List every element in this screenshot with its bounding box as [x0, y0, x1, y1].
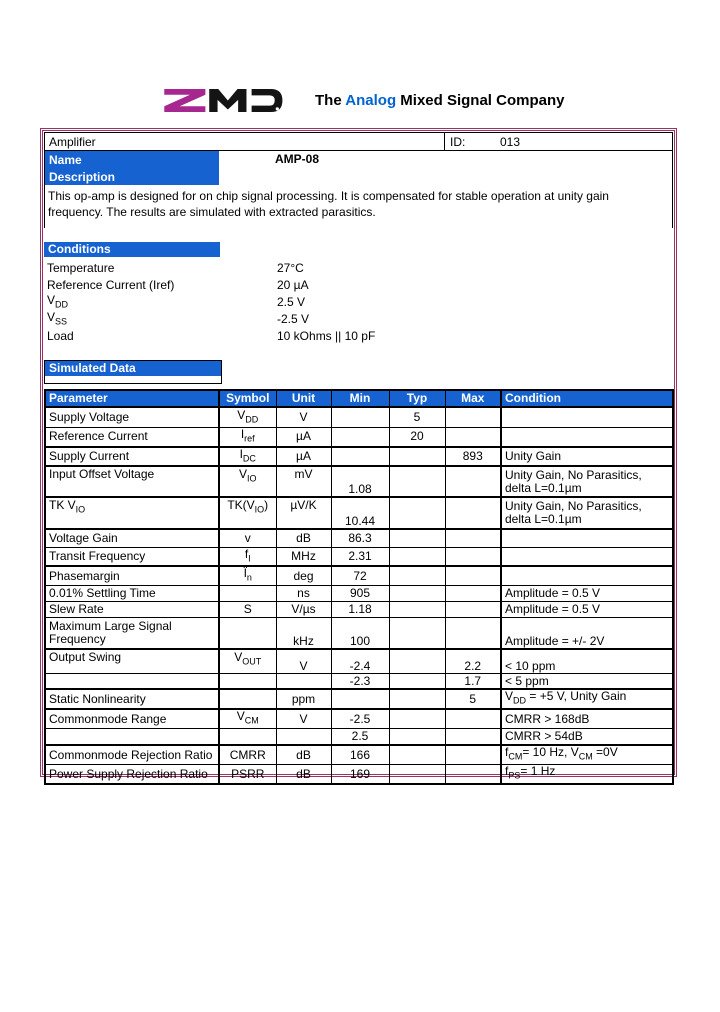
cell-max [445, 497, 501, 529]
cell-unit [276, 673, 331, 689]
name-description-header [45, 151, 219, 185]
table-row [45, 649, 673, 673]
cell-symbol: PSRR [219, 765, 276, 784]
cell-symbol: $TK(V_{IO})$ [219, 497, 276, 529]
description-text: This op-amp is designed for on chip signal processing. It is compensated for stable operation at unity gain frequency. The results are simulated with extracted parasitics. [48, 189, 609, 219]
cell-min: 166 [331, 745, 389, 765]
cell-max [445, 466, 501, 497]
logo [163, 85, 285, 116]
cell-unit: µA [276, 447, 331, 466]
condition-row [44, 293, 673, 310]
cell-symbol: $I_{DC}$ [219, 447, 276, 466]
column-header-min: Min [331, 390, 389, 407]
document-frame [40, 128, 677, 781]
cell-symbol: CMRR [219, 745, 276, 765]
cell-unit: deg [276, 566, 331, 585]
condition-value: 20 µA [277, 277, 309, 292]
header-row [45, 133, 672, 151]
cell-max [445, 585, 501, 601]
condition-value: -2.5 V [277, 311, 310, 326]
condition-row [44, 327, 673, 344]
cell-max [445, 709, 501, 729]
condition-label: $V_{SS}$ [47, 310, 68, 327]
column-header-typ: Typ [389, 390, 445, 407]
cell-unit: dB [276, 529, 331, 547]
cell-symbol [219, 585, 276, 601]
column-header-max: Max [445, 390, 501, 407]
cell-cond: $V_{DD} = +5$ V, Unity Gain [501, 689, 673, 708]
cell-unit: V/µs [276, 601, 331, 617]
simulated-data-spacer [45, 376, 221, 383]
cell-symbol: v [219, 529, 276, 547]
description-header: Description [49, 169, 116, 184]
zmd-logo-icon [163, 85, 285, 116]
cell-symbol [219, 729, 276, 745]
header-box [44, 132, 673, 228]
cell-typ [389, 745, 445, 765]
cell-max [445, 547, 501, 566]
cell-max [445, 566, 501, 585]
cell-param: Supply Current [45, 447, 219, 466]
cell-param: Reference Current [45, 427, 219, 447]
cell-unit: ns [276, 585, 331, 601]
cell-cond: CMRR > 54dB [501, 729, 673, 745]
cell-param: Slew Rate [45, 601, 219, 617]
name-header: Name [49, 152, 82, 167]
cell-min [331, 689, 389, 708]
cell-min: -2.4 [331, 649, 389, 673]
cell-cond [501, 566, 673, 585]
tagline [315, 92, 565, 109]
cell-cond [501, 407, 673, 427]
cell-min: -2.5 [331, 709, 389, 729]
cell-param [45, 673, 219, 689]
cell-param: 0.01% Settling Time [45, 585, 219, 601]
cell-max [445, 729, 501, 745]
table-body [45, 407, 673, 784]
cell-min: 1.18 [331, 601, 389, 617]
cell-typ [389, 566, 445, 585]
condition-value: 2.5 V [277, 294, 306, 309]
cell-unit: mV [276, 466, 331, 497]
cell-unit: µV/K [276, 497, 331, 529]
cell-typ: 20 [389, 427, 445, 447]
simulated-data-box [44, 360, 222, 384]
logo-m [209, 89, 246, 112]
cell-max [445, 407, 501, 427]
cell-cond [501, 427, 673, 447]
cell-min: 100 [331, 617, 389, 649]
table-row [45, 617, 673, 649]
cell-max: 1.7 [445, 673, 501, 689]
cell-max [445, 765, 501, 784]
cell-cond: Amplitude = 0.5 V [501, 601, 673, 617]
cell-unit: V [276, 407, 331, 427]
cell-unit: µA [276, 427, 331, 447]
cell-min: 86.3 [331, 529, 389, 547]
cell-unit: ppm [276, 689, 331, 708]
cell-unit: dB [276, 765, 331, 784]
name-description-block [45, 151, 672, 185]
cell-cond: $f_{CM}= 10$ Hz, $V_{CM} =0V$ [501, 745, 673, 765]
condition-label: $V_{DD}$ [47, 293, 69, 310]
cell-param: Commonmode Range [45, 709, 219, 729]
table-row [45, 547, 673, 566]
cell-symbol [219, 673, 276, 689]
id-value: 013 [500, 134, 521, 149]
cell-typ [389, 765, 445, 784]
simulated-data-header: Simulated Data [45, 361, 221, 376]
tagline-pre: The [315, 92, 346, 109]
amplifier-label: Amplifier [45, 133, 445, 150]
cell-typ [389, 649, 445, 673]
cell-param: Supply Voltage [45, 407, 219, 427]
cell-cond: Amplitude = 0.5 V [501, 585, 673, 601]
cell-min: 2.5 [331, 729, 389, 745]
cell-typ [389, 617, 445, 649]
cell-typ [389, 729, 445, 745]
cell-typ [389, 689, 445, 708]
table-header-row [45, 390, 673, 407]
cell-min [331, 407, 389, 427]
id-label: ID: [450, 134, 466, 149]
cell-cond: Unity Gain, No Parasitics, delta L=0.1µm [501, 497, 673, 529]
cell-min [331, 447, 389, 466]
cell-cond: Unity Gain [501, 447, 673, 466]
condition-label: Temperature [47, 260, 115, 275]
cell-min: 169 [331, 765, 389, 784]
column-header-condition: Condition [501, 390, 673, 407]
cell-typ: 5 [389, 407, 445, 427]
cell-max [445, 601, 501, 617]
table-row [45, 689, 673, 708]
cell-min: 2.31 [331, 547, 389, 566]
cell-cond: Unity Gain, No Parasitics, delta L=0.1µm [501, 466, 673, 497]
cell-max [445, 529, 501, 547]
cell-min [331, 427, 389, 447]
cell-param: Phasemargin [45, 566, 219, 585]
cell-typ [389, 585, 445, 601]
cell-unit [276, 729, 331, 745]
condition-value: 27°C [277, 260, 304, 275]
cell-symbol: $V_{CM}$ [219, 709, 276, 729]
conditions-section [44, 242, 673, 344]
table-row [45, 765, 673, 784]
cell-unit: dB [276, 745, 331, 765]
cell-symbol: $V_{IO}$ [219, 466, 276, 497]
logo-d-dot [276, 107, 279, 110]
product-name: AMP-08 [275, 152, 320, 166]
cell-cond: < 5 ppm [501, 673, 673, 689]
table-row [45, 447, 673, 466]
cell-param: Power Supply Rejection Ratio [45, 765, 219, 784]
cell-typ [389, 466, 445, 497]
cell-param [45, 729, 219, 745]
condition-row [44, 259, 673, 276]
table-row [45, 745, 673, 765]
tagline-post: Mixed Signal Company [396, 92, 565, 109]
tagline-analog: Analog [345, 92, 397, 109]
column-header-unit: Unit [276, 390, 331, 407]
condition-label: Reference Current (Iref) [47, 277, 175, 292]
cell-symbol: $V_{OUT}$ [219, 649, 276, 673]
cell-cond [501, 547, 673, 566]
cell-cond: < 10 ppm [501, 649, 673, 673]
cell-param: Maximum Large Signal Frequency [45, 617, 219, 649]
cell-typ [389, 529, 445, 547]
cell-min: 905 [331, 585, 389, 601]
cell-param: Commonmode Rejection Ratio [45, 745, 219, 765]
cell-param: TK $V_{IO}$ [45, 497, 219, 529]
cell-unit: V [276, 709, 331, 729]
table-row [45, 673, 673, 689]
cell-max: 2.2 [445, 649, 501, 673]
cell-max [445, 745, 501, 765]
cell-symbol: $Ï_n$ [219, 566, 276, 585]
cell-symbol: S [219, 601, 276, 617]
cell-min: 72 [331, 566, 389, 585]
cell-symbol [219, 689, 276, 708]
cell-typ [389, 497, 445, 529]
cell-max [445, 617, 501, 649]
condition-label: Load [47, 328, 74, 343]
cell-symbol: $I_{ref}$ [219, 427, 276, 447]
cell-symbol [219, 617, 276, 649]
logo-z [164, 89, 205, 112]
cell-param: Voltage Gain [45, 529, 219, 547]
cell-param: Output Swing [45, 649, 219, 673]
cell-unit: kHz [276, 617, 331, 649]
cell-typ [389, 673, 445, 689]
table-head [45, 390, 673, 407]
table-row [45, 466, 673, 497]
column-header-symbol: Symbol [219, 390, 276, 407]
table-row [45, 407, 673, 427]
cell-max [445, 427, 501, 447]
table-row [45, 529, 673, 547]
cell-max: 5 [445, 689, 501, 708]
cell-cond: $f_{PS}= 1$ Hz [501, 765, 673, 784]
cell-param: Transit Frequency [45, 547, 219, 566]
table-row [45, 601, 673, 617]
cell-typ [389, 709, 445, 729]
cell-typ [389, 601, 445, 617]
table-row [45, 585, 673, 601]
cell-min: 10.44 [331, 497, 389, 529]
cell-unit: V [276, 649, 331, 673]
cell-param: Input Offset Voltage [45, 466, 219, 497]
condition-row [44, 276, 673, 293]
cell-cond: Amplitude = +/- 2V [501, 617, 673, 649]
cell-symbol: $f_I$ [219, 547, 276, 566]
table-wrap [44, 389, 673, 785]
conditions-header: Conditions [44, 242, 220, 257]
cell-min: 1.08 [331, 466, 389, 497]
cell-min: -2.3 [331, 673, 389, 689]
cell-param: Static Nonlinearity [45, 689, 219, 708]
cell-symbol: $V_{DD}$ [219, 407, 276, 427]
table-row [45, 729, 673, 745]
cell-typ [389, 447, 445, 466]
cell-cond: CMRR > 168dB [501, 709, 673, 729]
cell-typ [389, 547, 445, 566]
cell-max: 893 [445, 447, 501, 466]
condition-row [44, 310, 673, 327]
column-header-parameter: Parameter [45, 390, 219, 407]
conditions-list [44, 259, 673, 344]
condition-value: 10 kOhms || 10 pF [277, 328, 376, 343]
table-row [45, 709, 673, 729]
table-row [45, 497, 673, 529]
table-row [45, 427, 673, 447]
parameters-table [44, 389, 674, 785]
cell-cond [501, 529, 673, 547]
table-row [45, 566, 673, 585]
cell-unit: MHz [276, 547, 331, 566]
